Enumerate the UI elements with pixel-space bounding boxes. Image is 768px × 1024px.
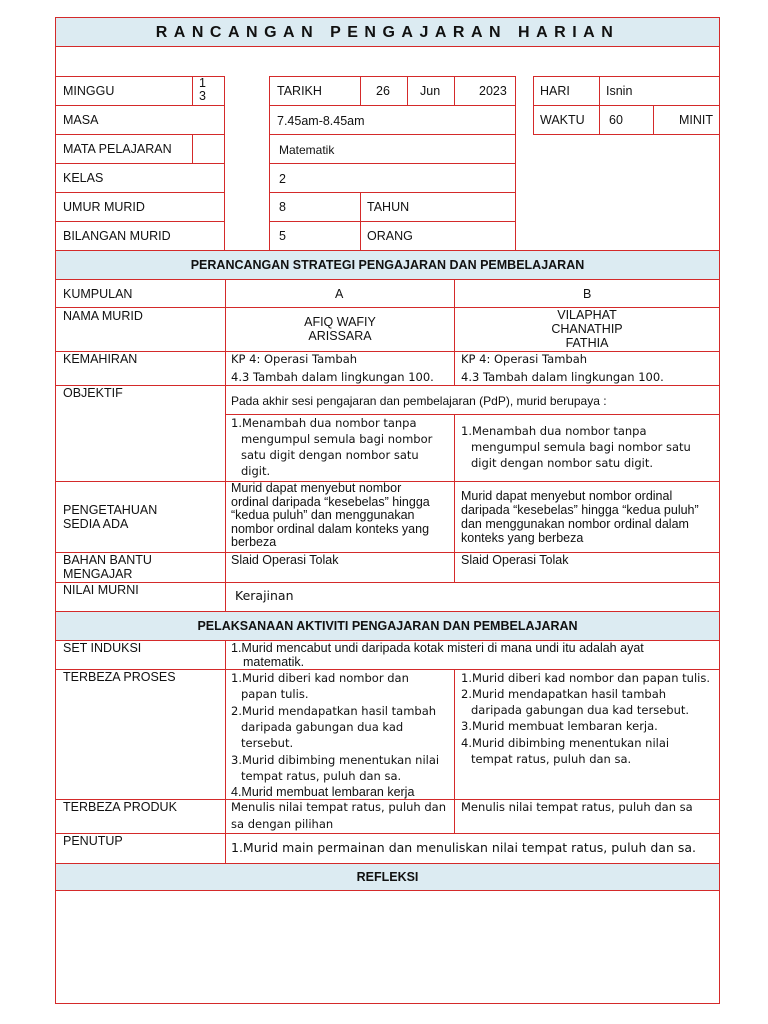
minggu-value: 1 3 <box>199 76 206 103</box>
proses-b-2: 2.Murid mendapatkan hasil tambah <box>461 687 667 701</box>
pengetahuan-a-2: ordinal daripada “kesebelas” hingga <box>231 494 430 509</box>
nama-murid-label: NAMA MURID <box>63 309 143 323</box>
umur-label: UMUR MURID <box>63 200 145 214</box>
bilangan-value: 5 <box>279 229 286 243</box>
hari-label: HARI <box>540 84 570 98</box>
proses-b-1: 1.Murid diberi kad nombor dan papan tulis. <box>461 671 710 685</box>
objektif-a-2: mengumpul semula bagi nombor <box>241 432 433 446</box>
nilai-label: NILAI MURNI <box>63 583 139 597</box>
bilangan-label: BILANGAN MURID <box>63 229 171 243</box>
pengetahuan-label-1: PENGETAHUAN <box>63 503 158 517</box>
kumpulan-label: KUMPULAN <box>63 287 133 301</box>
objektif-a-1: 1.Menambah dua nombor tanpa <box>231 416 417 430</box>
pengetahuan-label-2: SEDIA ADA <box>63 517 129 531</box>
set-induksi-text-1: 1.Murid mencabut undi daripada kotak misteri di mana undi itu adalah ayat <box>231 641 644 655</box>
mata-pelajaran-value: Matematik <box>279 143 335 157</box>
pengetahuan-a-5: berbeza <box>231 535 277 549</box>
objektif-label: OBJEKTIF <box>63 386 123 400</box>
bahan-label-2: MENGAJAR <box>63 567 133 581</box>
proses-a-5: tersebut. <box>241 736 294 750</box>
pengetahuan-b-2: daripada “kesebelas” hingga “kedua puluh” <box>461 503 699 517</box>
mata-pelajaran-label: MATA PELAJARAN <box>63 142 172 156</box>
nilai-value: Kerajinan <box>235 588 294 603</box>
bahan-b: Slaid Operasi Tolak <box>461 553 569 567</box>
proses-label: TERBEZA PROSES <box>63 670 176 684</box>
name-b-1: VILAPHAT <box>557 308 617 322</box>
produk-a-1: Menulis nilai tempat ratus, puluh dan <box>231 800 447 814</box>
bahan-a: Slaid Operasi Tolak <box>231 553 339 567</box>
tarikh-label: TARIKH <box>277 84 322 98</box>
proses-b-6: tempat ratus, puluh dan sa. <box>471 752 632 766</box>
proses-a-7: tempat ratus, puluh dan sa. <box>241 769 402 783</box>
tarikh-month: Jun <box>420 84 441 98</box>
kemahiran-b-1: KP 4: Operasi Tambah <box>461 352 588 366</box>
umur-unit: TAHUN <box>367 200 410 214</box>
objektif-a-3: satu digit dengan nombor satu <box>241 448 419 462</box>
proses-a-3: 2.Murid mendapatkan hasil tambah <box>231 704 437 718</box>
masa-value: 7.45am-8.45am <box>277 114 365 128</box>
umur-value: 8 <box>279 200 286 214</box>
set-induksi-label: SET INDUKSI <box>63 641 142 655</box>
section-activities-header: PELAKSANAAN AKTIVITI PENGAJARAN DAN PEMBELAJARAN <box>55 611 720 641</box>
kemahiran-b-2: 4.3 Tambah dalam lingkungan 100. <box>461 370 664 384</box>
kelas-label: KELAS <box>63 171 104 185</box>
proses-a-1: 1.Murid diberi kad nombor dan <box>231 671 409 685</box>
produk-b: Menulis nilai tempat ratus, puluh dan sa <box>461 800 693 814</box>
kemahiran-a-1: KP 4: Operasi Tambah <box>231 352 358 366</box>
proses-b-3: daripada gabungan dua kad tersebut. <box>471 703 690 717</box>
proses-b-5: 4.Murid dibimbing menentukan nilai <box>461 736 670 750</box>
proses-a-2: papan tulis. <box>241 687 309 701</box>
penutup-label: PENUTUP <box>63 834 123 848</box>
section-refleksi-header: REFLEKSI <box>55 863 720 891</box>
tarikh-year: 2023 <box>479 84 507 98</box>
name-b-3: FATHIA <box>565 336 609 350</box>
set-induksi-text-2: matematik. <box>243 655 305 669</box>
objektif-intro: Pada akhir sesi pengajaran dan pembelajaran (PdP), murid berupaya : <box>231 394 607 408</box>
page-title: RANCANGAN PENGAJARAN HARIAN <box>55 17 720 47</box>
name-a-1: AFIQ WAFIY <box>304 315 376 329</box>
produk-a-2: sa dengan pilihan <box>231 817 334 831</box>
objektif-b-1: 1.Menambah dua nombor tanpa <box>461 424 647 438</box>
proses-a-8: 4.Murid membuat lembaran kerja <box>231 785 415 799</box>
pengetahuan-b-1: Murid dapat menyebut nombor ordinal <box>461 489 673 503</box>
group-b-label: B <box>583 287 592 301</box>
tarikh-day: 26 <box>376 84 390 98</box>
bilangan-unit: ORANG <box>367 229 413 243</box>
proses-b-4: 3.Murid membuat lembaran kerja. <box>461 719 658 733</box>
section-strategy-header: PERANCANGAN STRATEGI PENGAJARAN DAN PEMBELAJARAN <box>55 250 720 280</box>
waktu-label: WAKTU <box>540 113 585 127</box>
waktu-unit: MINIT <box>679 113 714 127</box>
minggu-label: MINGGU <box>63 84 115 98</box>
pengetahuan-a-1: Murid dapat menyebut nombor <box>231 481 402 495</box>
group-a-label: A <box>335 287 344 301</box>
proses-a-4: daripada gabungan dua kad <box>241 720 404 734</box>
kemahiran-a-2: 4.3 Tambah dalam lingkungan 100. <box>231 370 434 384</box>
objektif-a-4: digit. <box>241 464 271 478</box>
kelas-value: 2 <box>279 172 286 186</box>
penutup-text: 1.Murid main permainan dan menuliskan nilai tempat ratus, puluh dan sa. <box>231 840 697 855</box>
pengetahuan-a-4: nombor ordinal dalam konteks yang <box>231 521 430 536</box>
pengetahuan-b-3: dan menggunakan nombor ordinal dalam <box>461 517 689 531</box>
bahan-label-1: BAHAN BANTU <box>63 553 152 567</box>
hari-value: Isnin <box>606 84 633 98</box>
refleksi-box[interactable] <box>55 890 720 1004</box>
kemahiran-label: KEMAHIRAN <box>63 352 138 366</box>
masa-label: MASA <box>63 113 99 127</box>
name-b-2: CHANATHIP <box>551 322 623 336</box>
pengetahuan-b-4: konteks yang berbeza <box>461 531 584 545</box>
pengetahuan-a-3: “kedua puluh” dan menggunakan <box>231 508 415 522</box>
objektif-b-2: mengumpul semula bagi nombor satu <box>471 440 691 454</box>
waktu-value: 60 <box>609 113 623 127</box>
objektif-b-3: digit dengan nombor satu digit. <box>471 456 654 470</box>
proses-a-6: 3.Murid dibimbing menentukan nilai <box>231 753 440 767</box>
produk-label: TERBEZA PRODUK <box>63 800 177 814</box>
name-a-2: ARISSARA <box>308 329 372 343</box>
